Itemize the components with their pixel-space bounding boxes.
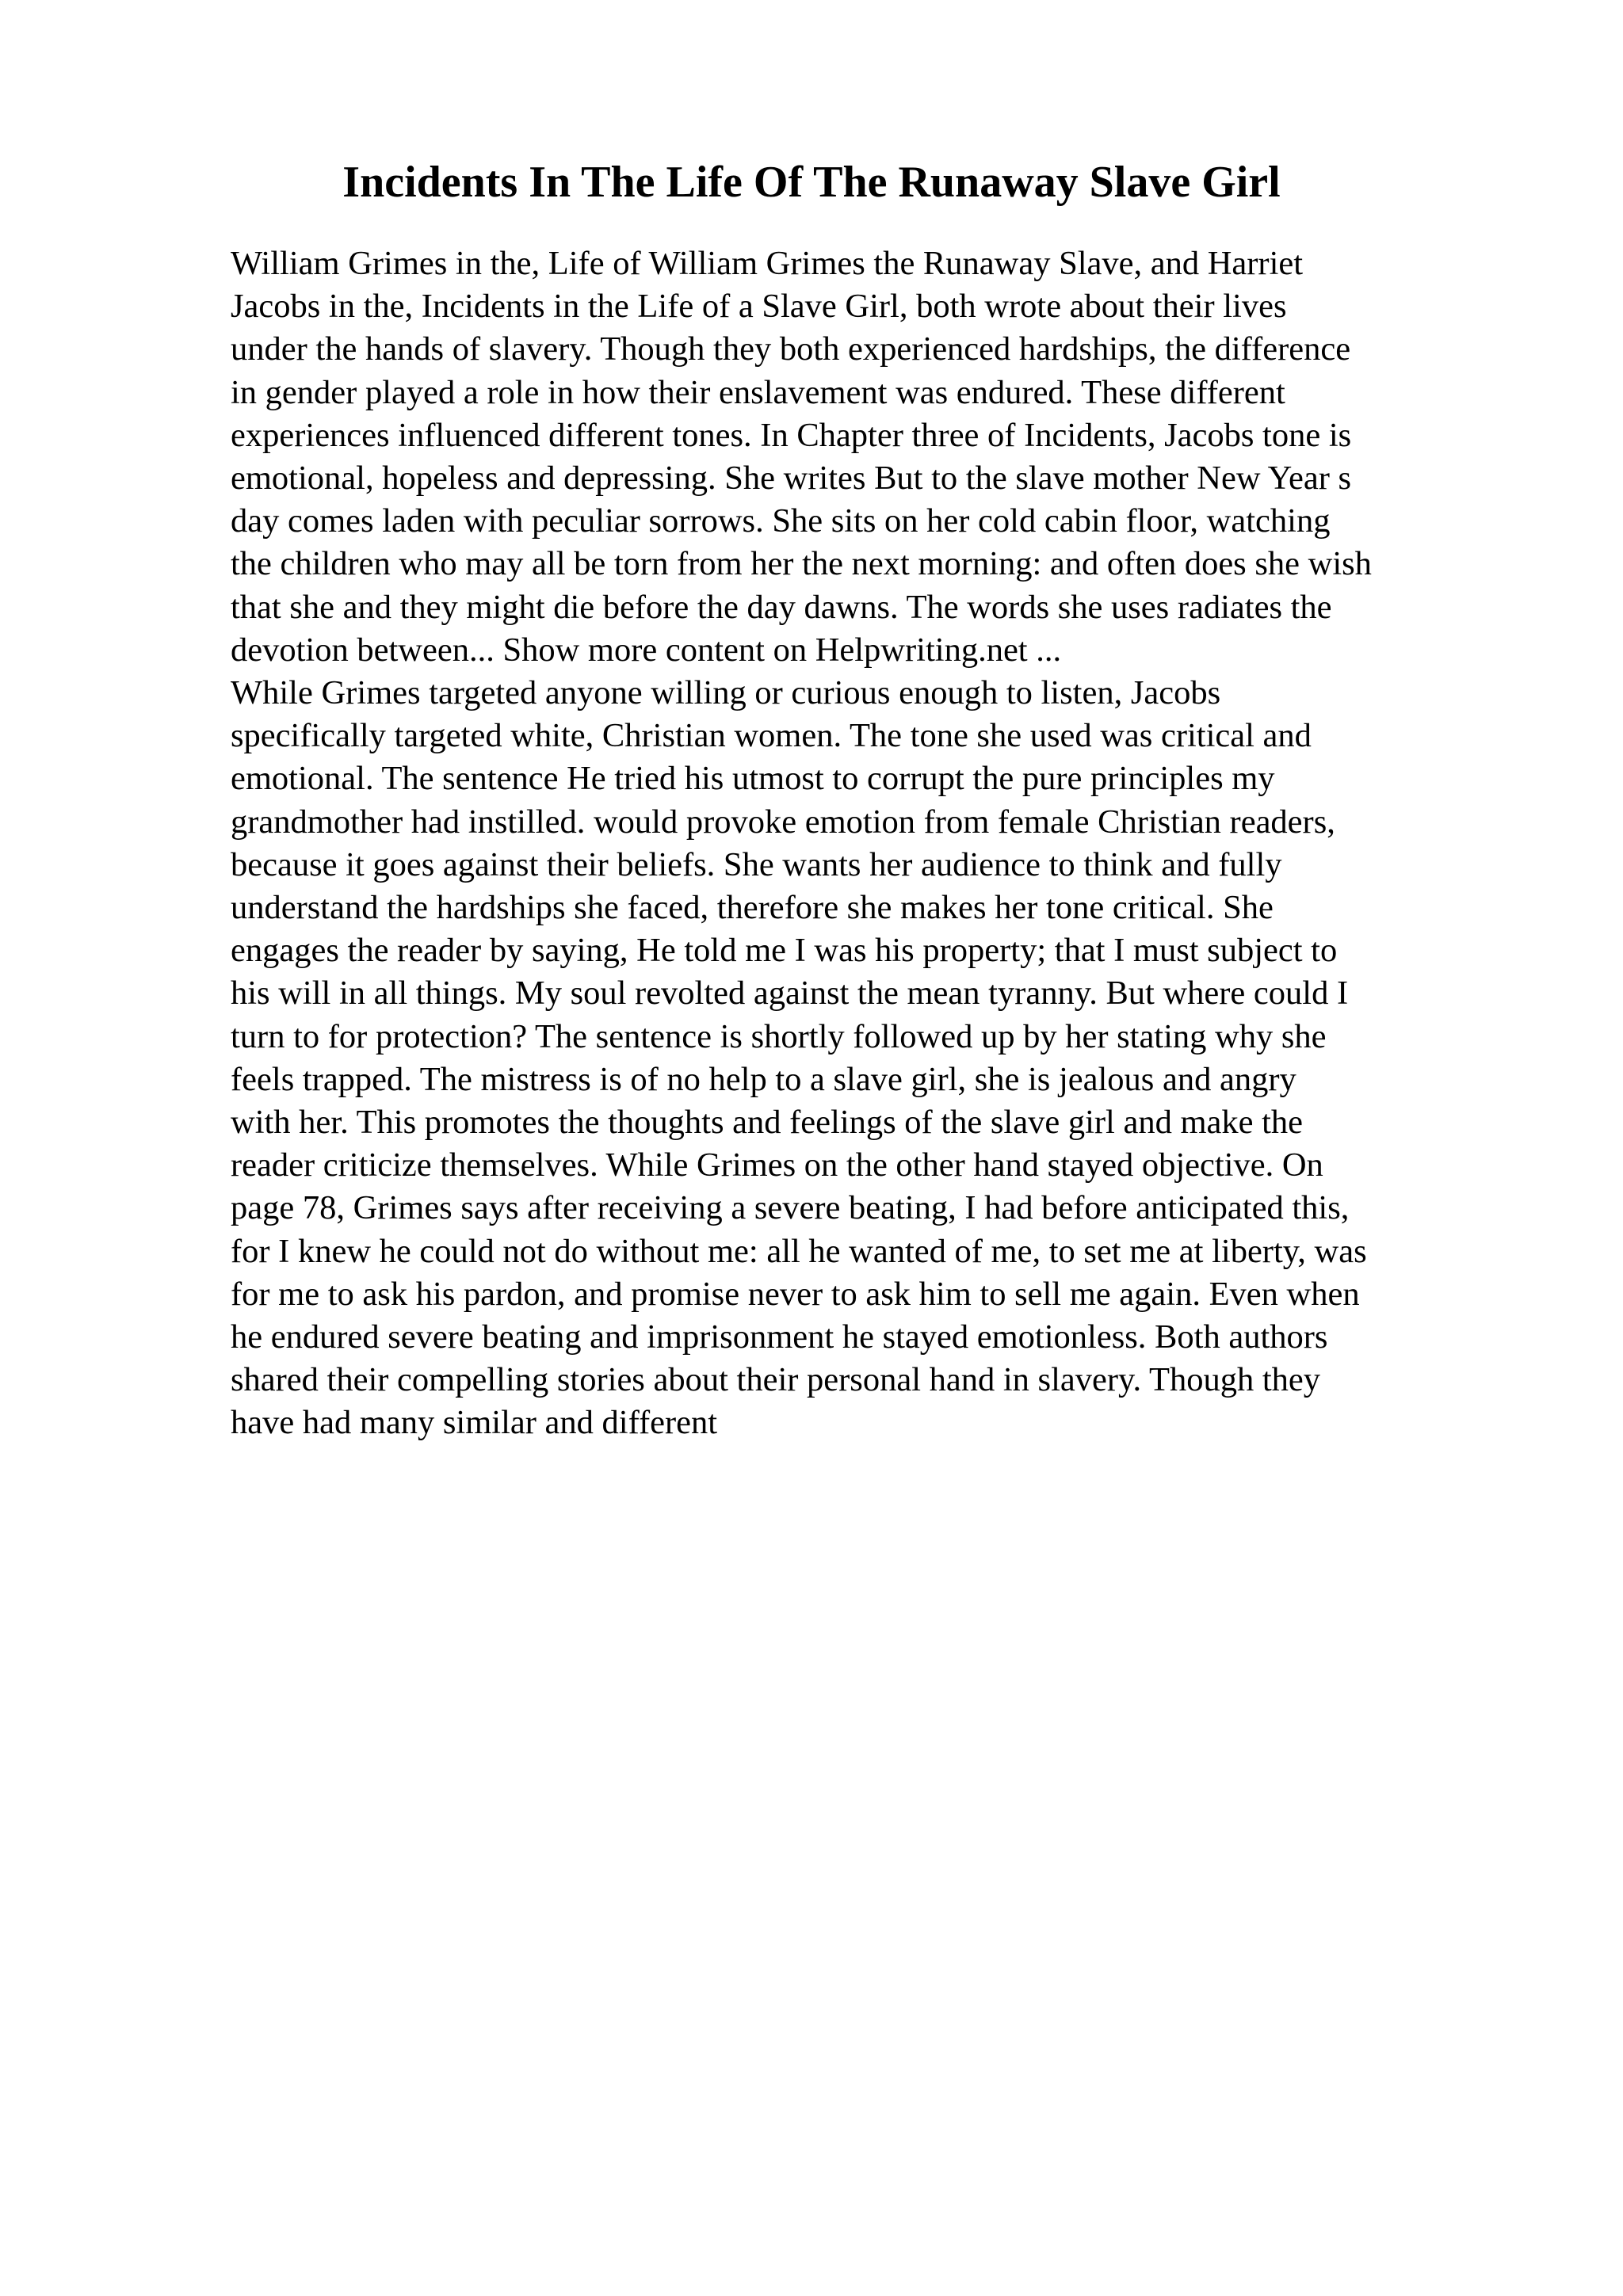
text-line: page 78, Grimes says after receiving a severe beating, I had before anticipated this,: [231, 1189, 1350, 1227]
text-line: While Grimes targeted anyone willing or curious enough to listen, Jacobs: [231, 674, 1221, 712]
text-line: because it goes against their beliefs. She wants her audience to think and fully: [231, 845, 1282, 883]
text-line: emotional. The sentence He tried his utmost to corrupt the pure principles my: [231, 760, 1275, 798]
text-line: have had many similar and different: [231, 1404, 718, 1442]
page-title: Incidents In The Life Of The Runaway Slave Girl: [342, 158, 1281, 207]
text-line: reader criticize themselves. While Grimes on the other hand stayed objective. On: [231, 1146, 1323, 1184]
text-line: he endured severe beating and imprisonment he stayed emotionless. Both authors: [231, 1318, 1328, 1356]
text-line: under the hands of slavery. Though they both experienced hardships, the difference: [231, 330, 1351, 368]
text-line: in gender played a role in how their enslavement was endured. These different: [231, 373, 1285, 411]
text-line: specifically targeted white, Christian women. The tone she used was critical and: [231, 717, 1312, 755]
text-line: for I knew he could not do without me: all he wanted of me, to set me at liberty, was: [231, 1232, 1367, 1270]
text-line: for me to ask his pardon, and promise never to ask him to sell me again. Even when: [231, 1275, 1360, 1313]
text-line: with her. This promotes the thoughts and feelings of the slave girl and make the: [231, 1104, 1304, 1142]
text-line: Jacobs in the, Incidents in the Life of a Slave Girl, both wrote about their lives: [231, 288, 1287, 326]
text-line: devotion between... Show more content on Helpwriting.net ...: [231, 631, 1062, 669]
text-line: shared their compelling stories about their personal hand in slavery. Though they: [231, 1361, 1321, 1399]
text-line: engages the reader by saying, He told me I was his property; that I must subject to: [231, 932, 1338, 970]
text-line: emotional, hopeless and depressing. She writes But to the slave mother New Year s: [231, 460, 1352, 498]
text-line: grandmother had instilled. would provoke emotion from female Christian readers,: [231, 803, 1335, 841]
text-line: turn to for protection? The sentence is shortly followed up by her stating why she: [231, 1017, 1327, 1055]
text-line: day comes laden with peculiar sorrows. She sits on her cold cabin floor, watching: [231, 502, 1331, 540]
body-text: [231, 242, 1514, 1445]
text-line: the children who may all be torn from her the next morning: and often does she wish: [231, 545, 1372, 583]
text-line: feels trapped. The mistress is of no help to a slave girl, she is jealous and angry: [231, 1060, 1296, 1098]
text-line: understand the hardships she faced, therefore she makes her tone critical. She: [231, 889, 1274, 927]
text-line: that she and they might die before the day dawns. The words she uses radiates the: [231, 588, 1332, 626]
text-line: his will in all things. My soul revolted against the mean tyranny. But where could I: [231, 974, 1349, 1013]
text-line: experiences influenced different tones. In Chapter three of Incidents, Jacobs tone is: [231, 416, 1352, 454]
text-line: William Grimes in the, Life of William Grimes the Runaway Slave, and Harriet: [231, 245, 1304, 282]
